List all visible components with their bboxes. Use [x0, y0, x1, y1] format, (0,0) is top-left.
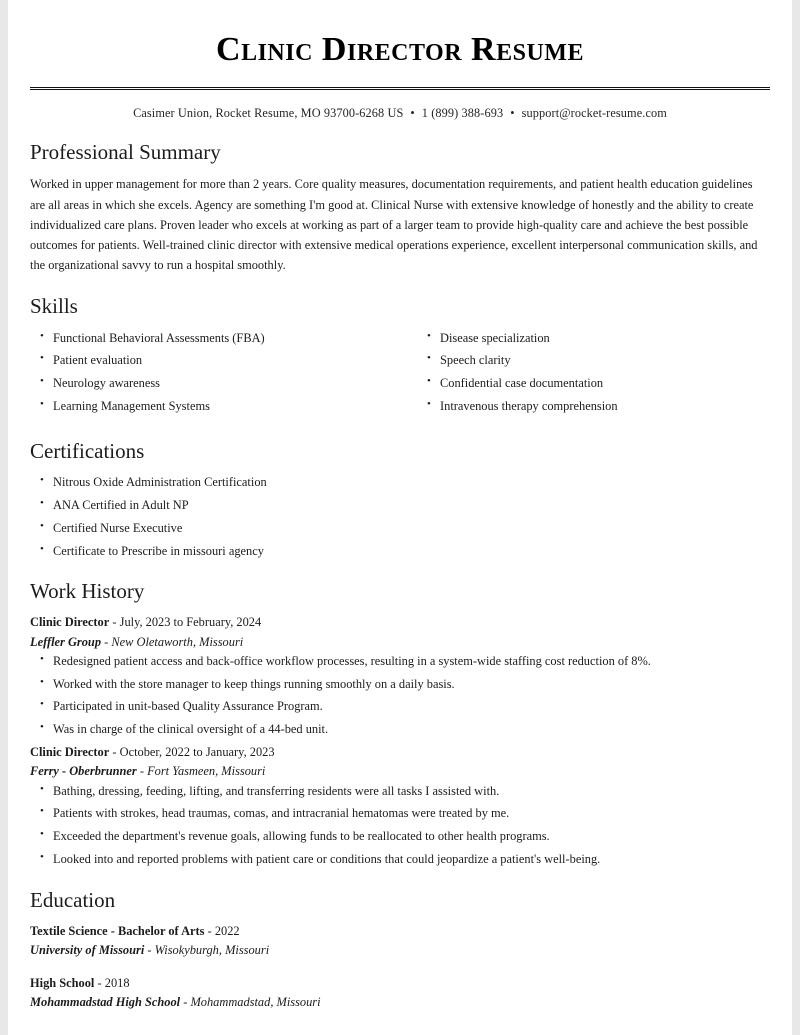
- list-item: • Exceeded the department's revenue goals, allowing funds to be reallocated to other health programs.: [53, 827, 770, 845]
- section-skills: [30, 294, 770, 420]
- section-certifications: [30, 439, 770, 560]
- education-entry: [30, 974, 770, 1012]
- list-item: • Speech clarity: [440, 351, 770, 369]
- list-item: • Intravenous therapy comprehension: [440, 397, 770, 415]
- job-company: Ferry - Oberbrunner: [30, 764, 137, 779]
- section-heading-work-history: Work History: [30, 579, 145, 604]
- job-bullets-list: [30, 652, 770, 739]
- education-degree-line: [30, 922, 770, 941]
- contact-separator-1: •: [410, 106, 415, 121]
- section-heading-skills: Skills: [30, 294, 78, 319]
- section-heading-summary: Professional Summary: [30, 140, 221, 165]
- list-item: • Certificate to Prescribe in missouri agency: [53, 542, 770, 560]
- section-work-history: [30, 579, 770, 868]
- header-divider: [30, 87, 770, 90]
- job-dash: -: [139, 764, 144, 779]
- certifications-list: [30, 473, 770, 560]
- section-professional-summary: [30, 140, 770, 275]
- education-dash: -: [207, 923, 212, 938]
- job-title-line: [30, 743, 770, 762]
- skills-columns: [30, 329, 770, 420]
- education-location: Mohammadstad, Missouri: [190, 995, 321, 1010]
- job-title: Clinic Director: [30, 745, 110, 760]
- list-item: • Worked with the store manager to keep things running smoothly on a daily basis.: [53, 675, 770, 693]
- education-degree: High School: [30, 976, 95, 991]
- education-dash: -: [97, 976, 102, 991]
- list-item: • Confidential case documentation: [440, 374, 770, 392]
- work-history-entry: [30, 743, 770, 868]
- list-item: • Participated in unit-based Quality Assurance Program.: [53, 697, 770, 715]
- job-dash: -: [104, 634, 109, 649]
- skills-column-right: [400, 329, 770, 420]
- list-item: • Learning Management Systems: [53, 397, 400, 415]
- education-school: University of Missouri: [30, 942, 145, 957]
- education-year: 2022: [214, 923, 240, 938]
- job-company-line: [30, 633, 770, 652]
- resume-page: [8, 0, 792, 1035]
- list-item: • ANA Certified in Adult NP: [53, 496, 770, 514]
- list-item: • Looked into and reported problems with patient care or conditions that could jeopardize a patient's well-being.: [53, 850, 770, 868]
- list-item: • Certified Nurse Executive: [53, 519, 770, 537]
- contact-phone: 1 (899) 388-693: [421, 106, 504, 121]
- education-dash: -: [183, 995, 188, 1010]
- education-degree-line: [30, 974, 770, 993]
- summary-paragraph: Worked in upper management for more than 2 years. Core quality measures, documentation requirements, and patient health education guidelines are all areas in which she excels. Agency are something I'm good at. Clinical Nurse with extensive knowledge of honestly and the ability to create individualized care plans. Proven leader who excels at working as part of a larger team to provide high-quality care and achieve the best possible outcomes for patients. Well-trained clinic director with extensive medical operations experience, excellent interpersonal communication skills, and the organizational savvy to run a hospital smoothly.: [30, 177, 758, 273]
- list-item: • Functional Behavioral Assessments (FBA): [53, 329, 400, 347]
- list-item: • Patient evaluation: [53, 351, 400, 369]
- contact-line: [30, 106, 770, 121]
- skills-list-left: [30, 329, 400, 416]
- list-item: • Bathing, dressing, feeding, lifting, and transferring residents were all tasks I assisted with.: [53, 782, 770, 800]
- contact-separator-2: •: [510, 106, 515, 121]
- work-history-entry: [30, 613, 770, 738]
- job-bullets-list: [30, 782, 770, 869]
- job-location: New Oletaworth, Missouri: [111, 634, 244, 649]
- contact-address: Casimer Union, Rocket Resume, MO 93700-6268 US: [133, 106, 404, 121]
- education-degree: Textile Science - Bachelor of Arts: [30, 923, 205, 938]
- job-company-line: [30, 762, 770, 781]
- list-item: • Disease specialization: [440, 329, 770, 347]
- section-education: [30, 888, 770, 1013]
- education-location: Wisokyburgh, Missouri: [154, 942, 270, 957]
- job-location: Fort Yasmeen, Missouri: [147, 764, 266, 779]
- contact-email[interactable]: support@rocket-resume.com: [521, 106, 667, 121]
- job-dates: July, 2023 to February, 2024: [119, 615, 262, 630]
- education-school-line: [30, 993, 770, 1012]
- job-dates: October, 2022 to January, 2023: [119, 745, 275, 760]
- section-heading-certifications: Certifications: [30, 439, 145, 463]
- job-company: Leffler Group: [30, 634, 102, 649]
- resume-title: Clinic Director Resume: [216, 31, 584, 68]
- skills-list-right: [417, 329, 770, 416]
- section-heading-education: Education: [30, 887, 116, 912]
- list-item: • Redesigned patient access and back-office workflow processes, resulting in a system-wide staffing cost reduction of 8%.: [53, 652, 770, 670]
- job-dash: -: [112, 745, 117, 760]
- job-dash: -: [112, 615, 117, 630]
- education-year: 2018: [104, 976, 130, 991]
- job-title: Clinic Director: [30, 615, 110, 630]
- list-item: • Was in charge of the clinical oversight of a 44-bed unit.: [53, 720, 770, 738]
- education-entry: [30, 922, 770, 960]
- education-school: Mohammadstad High School: [30, 995, 181, 1010]
- education-dash: -: [147, 942, 152, 957]
- education-school-line: [30, 941, 770, 960]
- list-item: • Neurology awareness: [53, 374, 400, 392]
- job-title-line: [30, 613, 770, 632]
- skills-column-left: [30, 329, 400, 420]
- list-item: • Patients with strokes, head traumas, comas, and intracranial hematomas were treated by me.: [53, 804, 770, 822]
- list-item: • Nitrous Oxide Administration Certification: [53, 473, 770, 491]
